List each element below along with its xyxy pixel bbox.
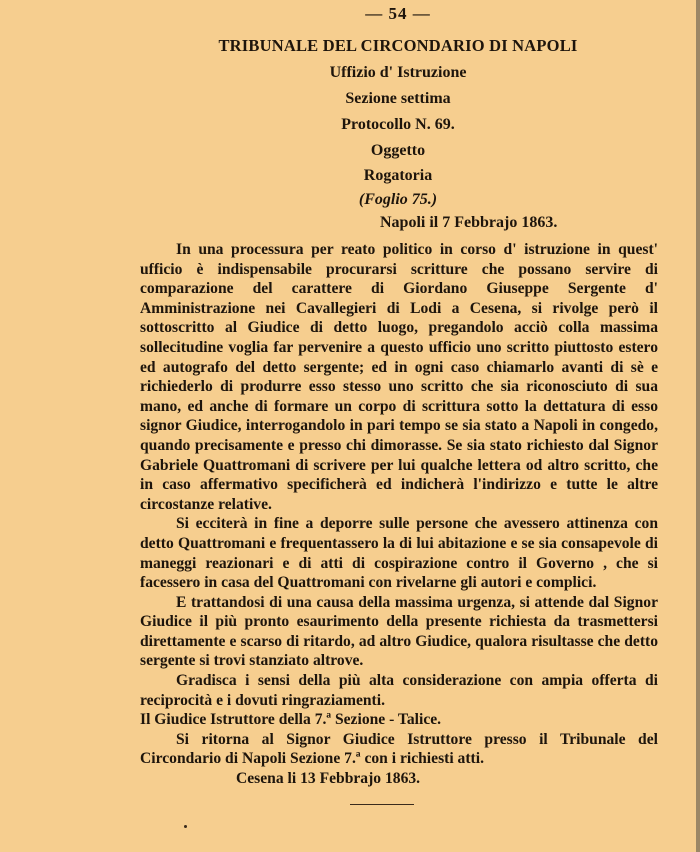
paragraph-urgency: E trattandosi di una causa della massima urgenza, si attende dal Signor Giudice il più pronto esaurimento della presente richiesta da trasmettersi direttamente e scarso di ritardo, ad altro Giudice, qualora risultasse che detto sergente si trovi stanziato altrove. (140, 593, 658, 670)
closing-rule (350, 804, 414, 805)
dateline: Napoli il 7 Febbrajo 1863. (380, 214, 558, 231)
court-heading: TRIBUNALE DEL CIRCONDARIO DI NAPOLI (218, 36, 578, 55)
office-heading: Uffizio d' Istruzione (329, 64, 467, 81)
return-note: Si ritorna al Signor Giudice Istruttore presso il Tribunale del Circondario di Napoli Sezione 7.ª con i richiesti atti. (140, 730, 658, 768)
paragraph-witness: Si ecciterà in fine a deporre sulle persone che avessero attinenza con detto Quattromani e frequentassero la di lui abitazione e se sia consapevole di maneggi reazionari e di atti di cospirazione contro il Governo , che si facessero in casa del Quattromani con rivelarne gli autori e complici. (140, 515, 658, 592)
print-speck (184, 825, 187, 828)
letter-body (140, 240, 658, 789)
section-heading: Sezione settima (345, 90, 451, 107)
sheet-reference: (Foglio 75.) (358, 191, 438, 208)
page-number: — 54 — (365, 4, 431, 23)
subject-heading: Rogatoria (363, 167, 433, 184)
closing-dateline: Cesena li 13 Febbrajo 1863. (236, 770, 421, 788)
paragraph-request: In una processura per reato politico in corso d' istruzione in quest' ufficio è indispensabile procurarsi scritture che possano servire di comparazione del carattere di Giordano Giuseppe Sergente d' Amministrazione nei Cavallegieri di Lodi a Cesena, si rivolge però il sottoscritto al Giudice di detto luogo, pregandolo acciò colla massima sollecitudine voglia far pervenire a questo ufficio uno scritto piuttosto estero ed autografo del detto sergente; ed in ogni caso chiamarlo avanti di sè e richiederlo di produrre esso stesso uno scritto che sia riconosciuto di sua mano, ed anche di formare un corpo di scrittura sotto la dettatura di esso signor Giudice, interrogandolo in pari tempo se sia stato a Napoli in congedo, quando precisamente e presso chi dimorasse. Se sia stato richiesto dal Signor Gabriele Quattromani di scrivere per lui qualche lettera od altro scritto, che in caso affermativo specificherà ed indicherà l'indirizzo e tutte le altre circostanze relative. (140, 241, 658, 513)
subject-label: Oggetto (370, 142, 426, 159)
protocol-heading: Protocollo N. 69. (341, 116, 455, 133)
signature-line: Il Giudice Istruttore della 7.ª Sezione - Talice. (140, 711, 442, 729)
paragraph-regards: Gradisca i sensi della più alta considerazione con ampia offerta di reciprocità e i dovuti ringraziamenti. (140, 672, 658, 709)
